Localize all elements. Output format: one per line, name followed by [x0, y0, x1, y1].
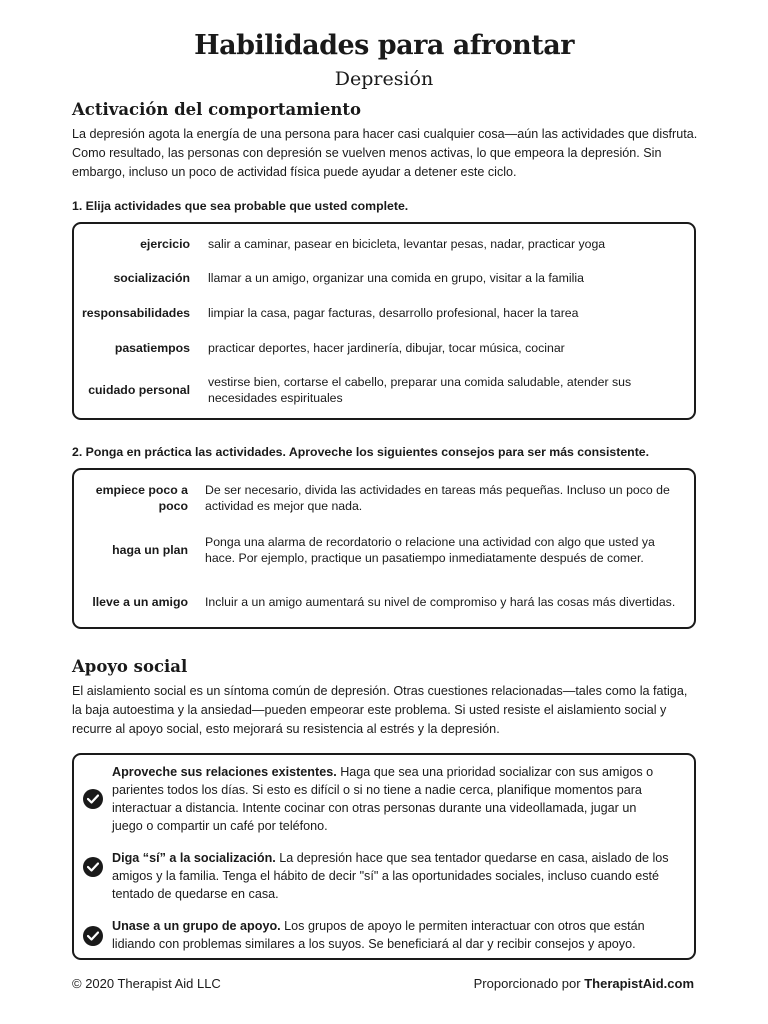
list-item-text	[112, 763, 670, 835]
activities-table	[72, 222, 696, 420]
table-row	[74, 234, 694, 254]
list-item-body: La depresión hace que sea tentador quedarse en casa, aislado de los amigos y la familia. Tenga el hábito de decir "sí" a las oportunidades sociales, incluso cuando esté tentado de quedarse en casa.	[112, 851, 669, 901]
tip-label: lleve a un amigo	[92, 595, 188, 609]
tip-label: empiece poco a poco	[95, 483, 188, 513]
list-item-text	[112, 849, 670, 903]
tip-desc: Ponga una alarma de recordatorio o relacione una actividad con algo que usted ya hace. Por ejemplo, practique un pasatiempo inmediatamente después de comer.	[205, 535, 655, 565]
footer-brand-link[interactable]: TherapistAid.com	[584, 976, 694, 991]
activity-desc: practicar deportes, hacer jardinería, dibujar, tocar música, cocinar	[208, 341, 565, 355]
page-title: Habilidades para afrontar	[194, 30, 574, 61]
activity-desc: llamar a un amigo, organizar una comida en grupo, visitar a la familia	[208, 271, 584, 285]
activity-label: ejercicio	[140, 237, 190, 251]
checkmark-icon	[83, 789, 103, 809]
activity-label: cuidado personal	[88, 383, 190, 397]
activity-label: responsabilidades	[82, 306, 190, 320]
table-row	[74, 584, 694, 620]
list-item-title: Unase a un grupo de apoyo.	[112, 919, 281, 933]
table-row	[74, 338, 694, 358]
table-row	[74, 480, 694, 516]
list-item-text	[112, 917, 670, 953]
activity-desc: limpiar la casa, pagar facturas, desarrollo profesional, hacer la tarea	[208, 306, 579, 320]
social-support-intro: El aislamiento social es un síntoma común de depresión. Otras cuestiones relacionadas—tales como la fatiga, la baja autoestima y la ansiedad—pueden empeorar este problema. Si usted resiste el aislamiento social y recurre al apoyo social, esto mejorará su resistencia al estrés y la depresión.	[72, 684, 688, 736]
list-item-body: Los grupos de apoyo le permiten interactuar con otros que están lidiando con problemas similares a los suyos. Se beneficiará al dar y recibir consejos y apoyo.	[112, 919, 645, 951]
section-heading-social-support: Apoyo social	[72, 657, 188, 676]
step-1-heading: 1. Elija actividades que sea probable que usted complete.	[72, 199, 409, 213]
footer-provided-by	[474, 976, 694, 991]
tip-label: haga un plan	[112, 543, 188, 557]
tip-desc: De ser necesario, divida las actividades en tareas más pequeñas. Incluso un poco de actividad es mejor que nada.	[205, 483, 670, 513]
activity-label: pasatiempos	[114, 341, 190, 355]
table-row	[74, 268, 694, 288]
activity-desc: vestirse bien, cortarse el cabello, preparar una comida saludable, atender sus necesidades espirituales	[208, 375, 632, 405]
section-heading-behavioral-activation: Activación del comportamiento	[72, 100, 362, 119]
tip-desc: Incluir a un amigo aumentará su nivel de compromiso y hará las cosas más divertidas.	[205, 595, 676, 609]
footer-copyright: © 2020 Therapist Aid LLC	[72, 976, 221, 991]
table-row	[74, 372, 694, 408]
list-item-title: Diga “sí” a la socialización.	[112, 851, 276, 865]
footer-provided-label: Proporcionado por	[473, 976, 585, 991]
activity-label: socialización	[113, 271, 190, 285]
page-subtitle: Depresión	[334, 68, 434, 90]
checkmark-icon	[83, 926, 103, 946]
social-support-list	[72, 753, 696, 960]
table-row	[74, 532, 694, 568]
checkmark-icon	[83, 857, 103, 877]
step-2-heading: 2. Ponga en práctica las actividades. Aproveche los siguientes consejos para ser más consistente.	[72, 445, 650, 459]
table-row	[74, 303, 694, 323]
tips-table	[72, 468, 696, 629]
list-item-title: Aproveche sus relaciones existentes.	[112, 765, 337, 779]
list-item-body: Haga que sea una prioridad socializar con sus amigos o parientes todos los días. Si esto es difícil o si no tiene a nadie cerca, planifique momentos para interactuar a distancia. Intente cocinar con otras personas durante una videollamada, jugar un juego o compartir un café por teléfono.	[112, 765, 654, 833]
activity-desc: salir a caminar, pasear en bicicleta, levantar pesas, nadar, practicar yoga	[208, 237, 606, 251]
behavioral-activation-intro: La depresión agota la energía de una persona para hacer casi cualquier cosa—aún las actividades que disfruta. Como resultado, las personas con depresión se vuelven menos activas, lo que empeora la depresión. Sin embargo, incluso un poco de actividad física puede ayudar a detener este ciclo.	[72, 127, 698, 179]
